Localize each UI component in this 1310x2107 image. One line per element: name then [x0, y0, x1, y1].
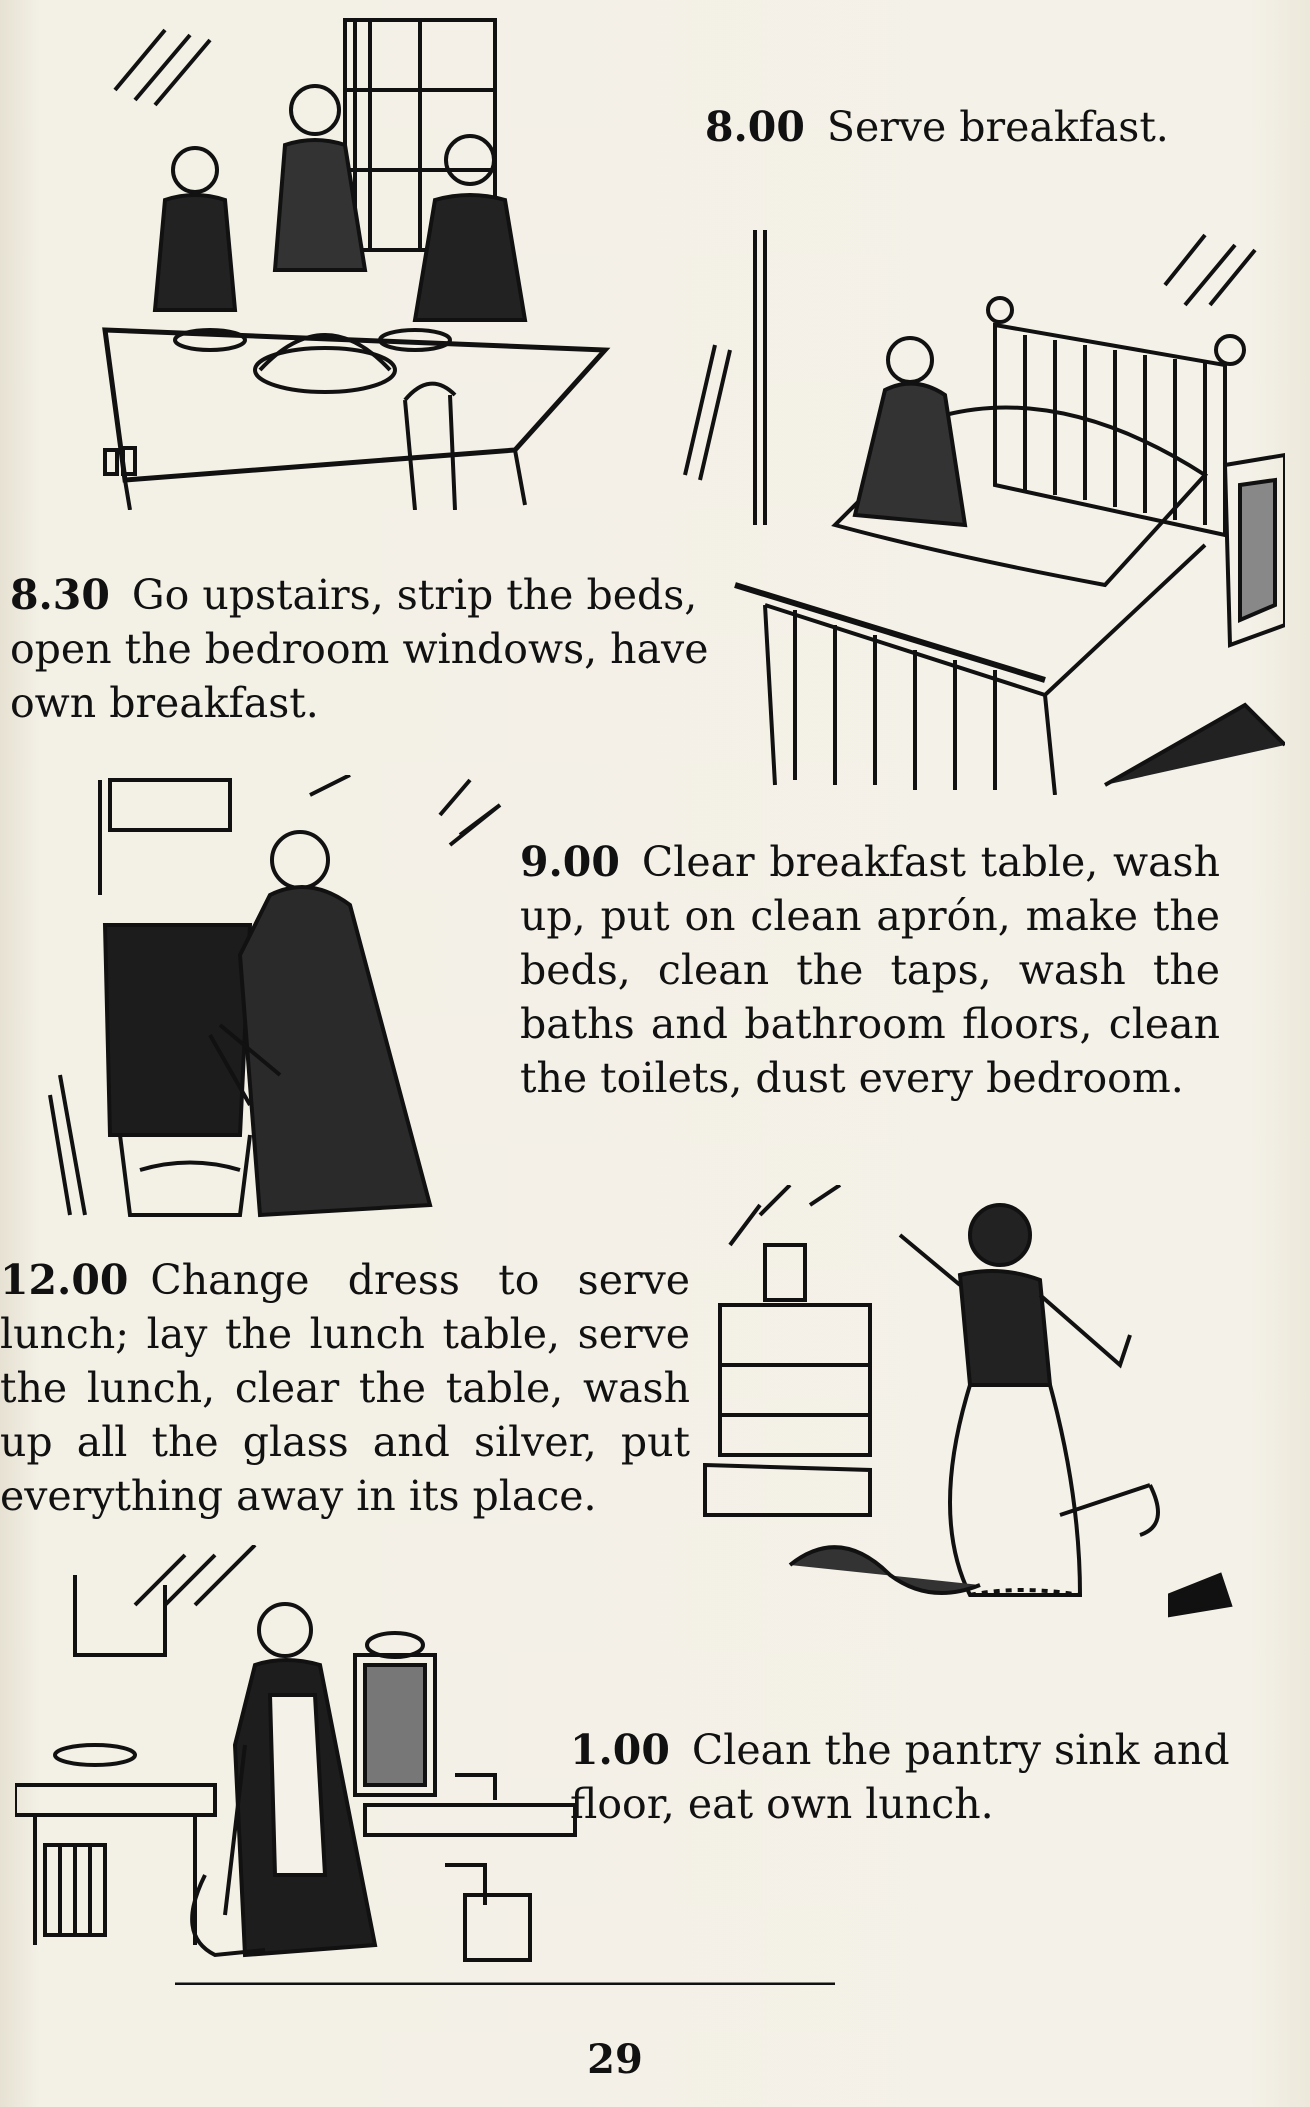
page-number: 29 [587, 2036, 643, 2083]
entry-8-30 [10, 568, 710, 730]
entry-9-00 [520, 835, 1220, 1105]
toilet-cleaning-illustration [40, 775, 510, 1225]
entry-text: Change dress to serve lunch; lay the lunch table, serve the lunch, clear the table, wash up all the glass and silver, put everything away in its place. [0, 1256, 690, 1520]
entry-text: Go upstairs, strip the beds, open the bedroom windows, have own breakfast. [10, 571, 709, 727]
entry-time: 8.30 [10, 571, 110, 619]
entry-text: Clear breakfast table, wash up, put on clean aprón, make the beds, clean the taps, wash the baths and bathroom floors, clean the toilets, dust every bedroom. [520, 838, 1220, 1102]
entry-time: 1.00 [570, 1726, 670, 1774]
entry-8-00 [705, 100, 1265, 154]
entry-time: 12.00 [0, 1256, 129, 1304]
entry-time: 9.00 [520, 838, 620, 886]
entry-12-00 [0, 1253, 690, 1523]
entry-text: Serve breakfast. [826, 103, 1169, 151]
bed-making-illustration [645, 225, 1285, 795]
entry-text: Clean the pantry sink and floor, eat own lunch. [570, 1726, 1230, 1828]
entry-1-00 [570, 1723, 1290, 1831]
entry-time: 8.00 [705, 103, 805, 151]
breakfast-table-illustration [85, 10, 625, 510]
